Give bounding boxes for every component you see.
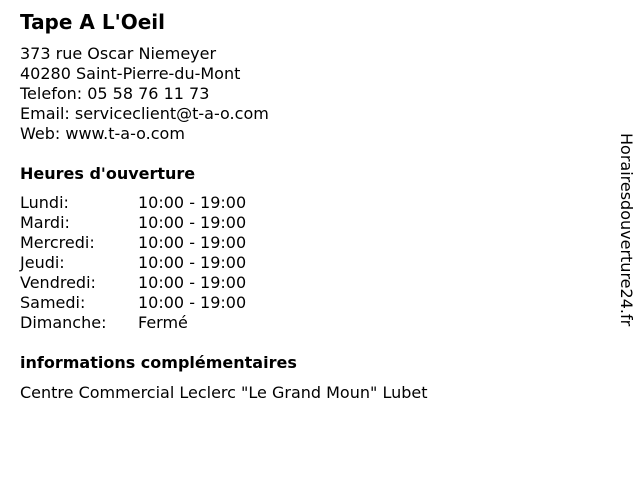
- address-city: 40280 Saint-Pierre-du-Mont: [20, 64, 241, 83]
- hours-row-mardi: [20, 213, 590, 233]
- day-label: Vendredi:: [20, 273, 96, 292]
- hours-row-dimanche: [20, 313, 590, 333]
- day-label: Samedi:: [20, 293, 86, 312]
- day-label: Jeudi:: [20, 253, 65, 272]
- time-value: 10:00 - 19:00: [138, 213, 247, 232]
- day-label: Dimanche:: [20, 313, 107, 332]
- additional-info-heading: informations complémentaires: [20, 353, 297, 372]
- phone-line[interactable]: Telefon: 05 58 76 11 73: [20, 84, 210, 103]
- opening-hours-heading: Heures d'ouverture: [20, 164, 196, 183]
- day-label: Lundi:: [20, 193, 69, 212]
- time-value: 10:00 - 19:00: [138, 273, 247, 292]
- hours-row-jeudi: [20, 253, 590, 273]
- time-value: 10:00 - 19:00: [138, 293, 247, 312]
- store-name: Tape A L'Oeil: [20, 10, 165, 34]
- opening-hours-table: [20, 193, 590, 333]
- hours-row-vendredi: [20, 273, 590, 293]
- contact-block: [20, 44, 590, 144]
- time-value: Fermé: [138, 313, 188, 332]
- time-value: 10:00 - 19:00: [138, 193, 247, 212]
- web-line[interactable]: Web: www.t-a-o.com: [20, 124, 185, 143]
- address-street: 373 rue Oscar Niemeyer: [20, 44, 217, 63]
- time-value: 10:00 - 19:00: [138, 233, 247, 252]
- store-card: [20, 8, 590, 403]
- day-label: Mercredi:: [20, 233, 95, 252]
- hours-row-lundi: [20, 193, 590, 213]
- additional-info-text: Centre Commercial Leclerc "Le Grand Moun" Lubet: [20, 383, 428, 402]
- hours-row-samedi: [20, 293, 590, 313]
- hours-row-mercredi: [20, 233, 590, 253]
- email-line[interactable]: Email: serviceclient@t-a-o.com: [20, 104, 269, 123]
- site-credit[interactable]: Horairesdouverture24.fr: [617, 133, 636, 327]
- day-label: Mardi:: [20, 213, 70, 232]
- time-value: 10:00 - 19:00: [138, 253, 247, 272]
